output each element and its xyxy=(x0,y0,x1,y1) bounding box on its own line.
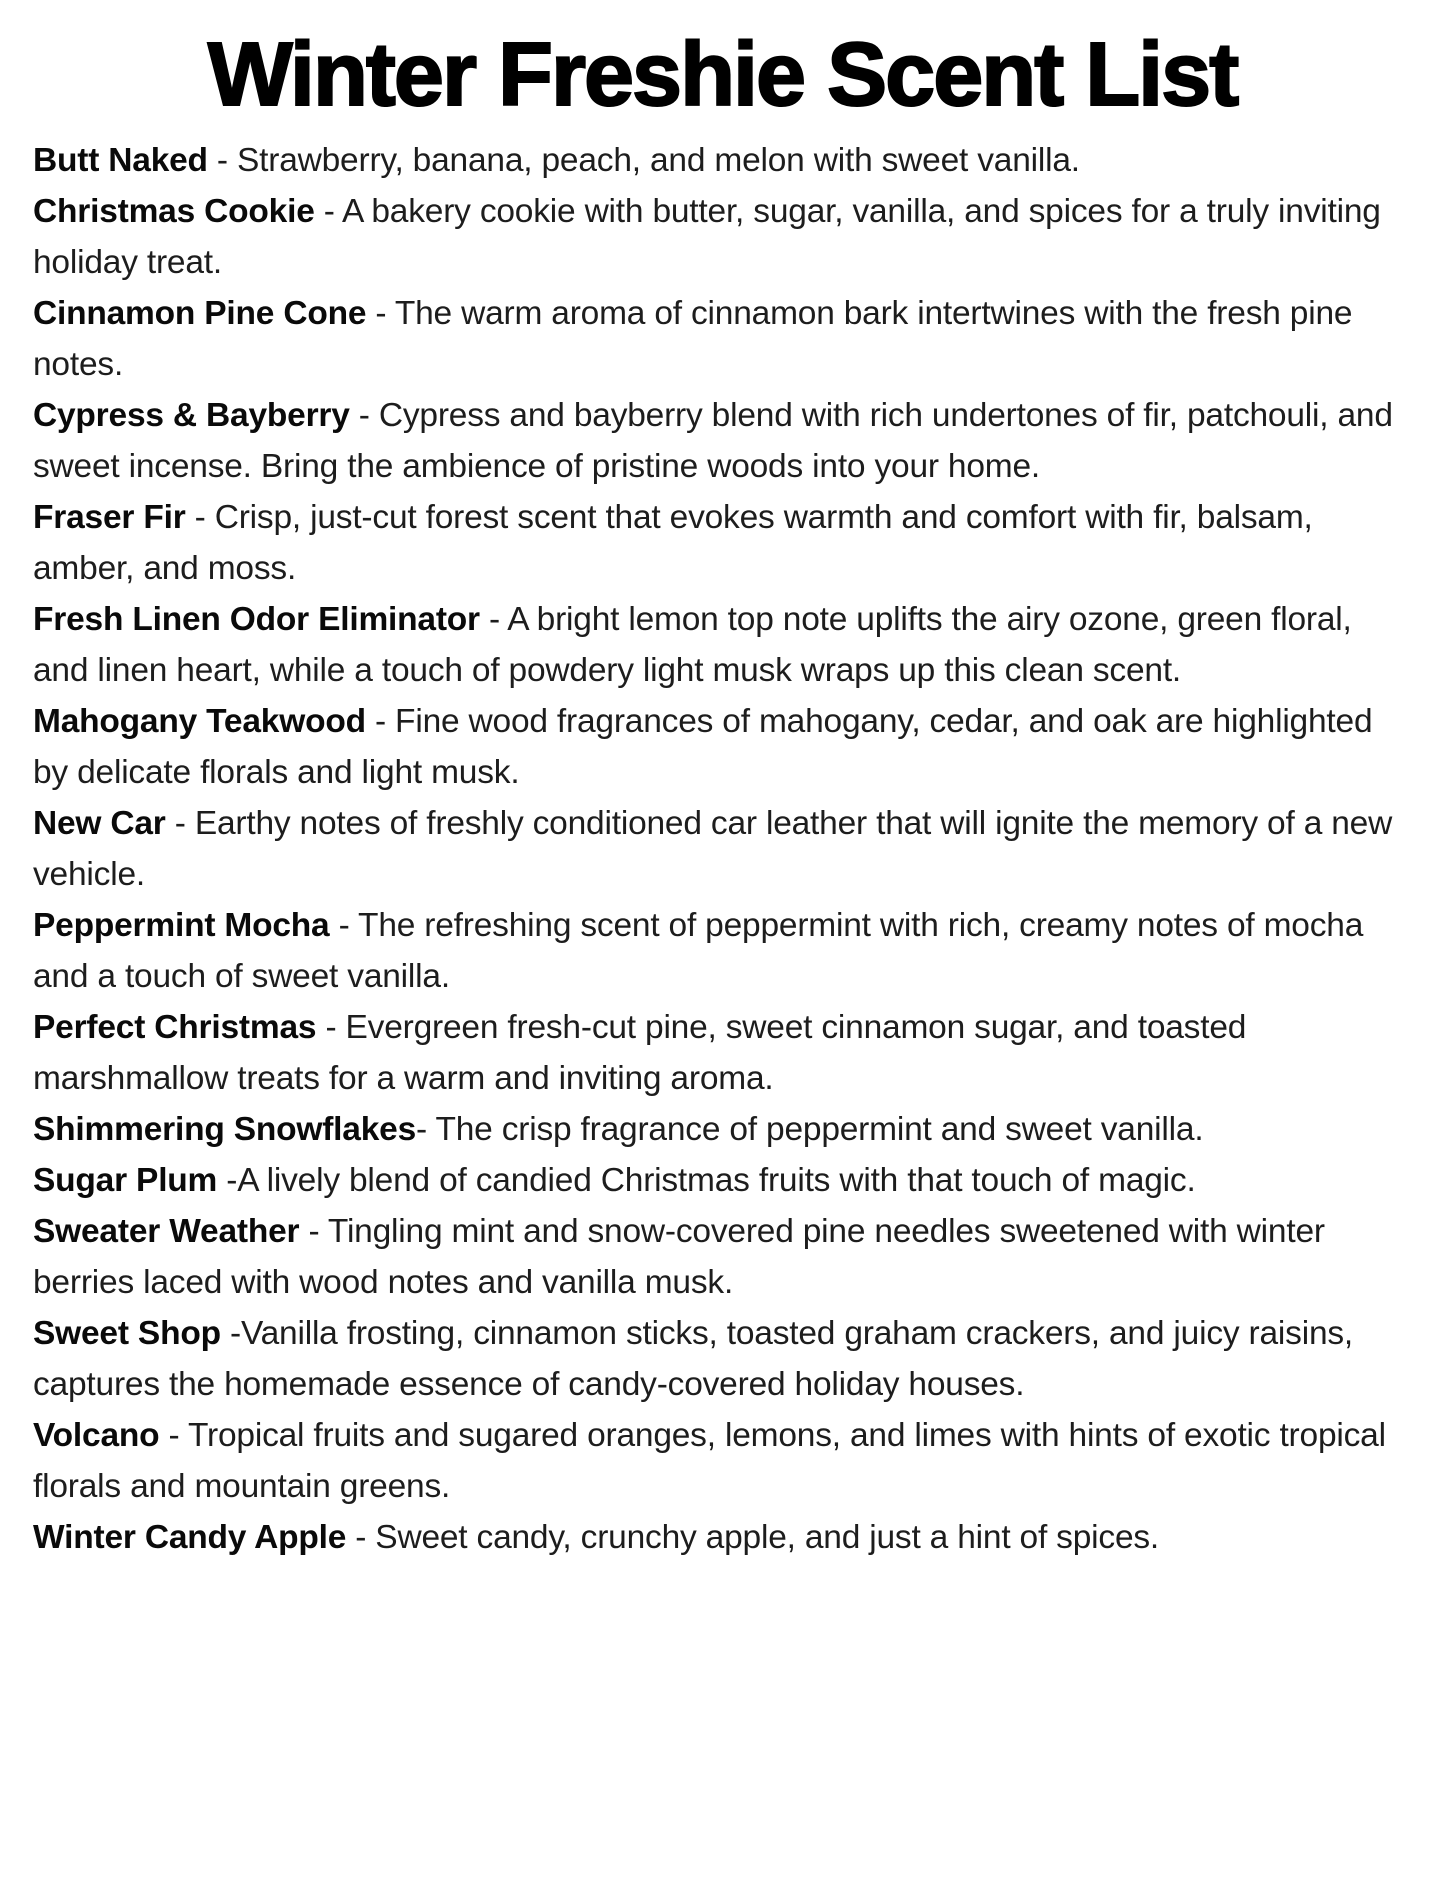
scent-description: - Sweet candy, crunchy apple, and just a hint of spices. xyxy=(346,1519,1160,1556)
scent-name: Sugar Plum xyxy=(33,1162,218,1199)
scent-description: -Vanilla frosting, cinnamon sticks, toasted graham crackers, and juicy raisins, captures the homemade essence of candy-covered holiday houses. xyxy=(33,1315,1354,1403)
scent-name: Perfect Christmas xyxy=(33,1009,317,1046)
scent-description: - Fine wood fragrances of mahogany, cedar, and oak are highlighted by delicate florals and light musk. xyxy=(33,703,1373,791)
scent-entry-sugar-plum xyxy=(33,1155,1415,1206)
scent-name: New Car xyxy=(33,805,166,842)
scent-name: Sweater Weather xyxy=(33,1213,300,1250)
scent-entry-volcano xyxy=(33,1410,1415,1512)
scent-entry-fraser-fir xyxy=(33,492,1415,594)
scent-name: Sweet Shop xyxy=(33,1315,221,1352)
scent-name: Cypress & Bayberry xyxy=(33,397,350,434)
scent-name: Winter Candy Apple xyxy=(33,1519,347,1556)
scent-description: - A bright lemon top note uplifts the airy ozone, green floral, and linen heart, while a touch of powdery light musk wraps up this clean scent. xyxy=(33,601,1352,689)
scent-description: - Strawberry, banana, peach, and melon with sweet vanilla. xyxy=(207,142,1080,179)
scent-entry-new-car xyxy=(33,798,1415,900)
scent-name: Shimmering Snowflakes xyxy=(33,1111,417,1148)
scent-entry-peppermint-mocha xyxy=(33,900,1415,1002)
scent-name: Fresh Linen Odor Eliminator xyxy=(33,601,480,638)
scent-list xyxy=(0,135,1445,1593)
scent-entry-mahogany-teakwood xyxy=(33,696,1415,798)
scent-description: - Evergreen fresh-cut pine, sweet cinnamon sugar, and toasted marshmallow treats for a warm and inviting aroma. xyxy=(33,1009,1247,1097)
scent-description: - Crisp, just-cut forest scent that evokes warmth and comfort with fir, balsam, amber, and moss. xyxy=(33,499,1313,587)
scent-name: Christmas Cookie xyxy=(33,193,315,230)
scent-entry-cypress-bayberry xyxy=(33,390,1415,492)
scent-name: Mahogany Teakwood xyxy=(33,703,366,740)
scent-name: Peppermint Mocha xyxy=(33,907,330,944)
scent-entry-perfect-christmas xyxy=(33,1002,1415,1104)
scent-name: Cinnamon Pine Cone xyxy=(33,295,367,332)
scent-description: - The crisp fragrance of peppermint and sweet vanilla. xyxy=(416,1111,1204,1148)
scent-entry-shimmering-snowflakes xyxy=(33,1104,1415,1155)
scent-entry-christmas-cookie xyxy=(33,186,1415,288)
scent-entry-sweater-weather xyxy=(33,1206,1415,1308)
scent-entry-cinnamon-pine-cone xyxy=(33,288,1415,390)
scent-description: - The warm aroma of cinnamon bark intertwines with the fresh pine notes. xyxy=(33,295,1353,383)
scent-entry-butt-naked xyxy=(33,135,1415,186)
scent-name: Volcano xyxy=(33,1417,160,1454)
scent-entry-sweet-shop xyxy=(33,1308,1415,1410)
scent-entry-winter-candy-apple xyxy=(33,1512,1415,1563)
scent-description: -A lively blend of candied Christmas fruits with that touch of magic. xyxy=(217,1162,1196,1199)
scent-entry-fresh-linen-odor-eliminator xyxy=(33,594,1415,696)
scent-name: Fraser Fir xyxy=(33,499,186,536)
scent-name: Butt Naked xyxy=(33,142,208,179)
scent-description: - The refreshing scent of peppermint with rich, creamy notes of mocha and a touch of sweet vanilla. xyxy=(33,907,1364,995)
scent-description: - Earthy notes of freshly conditioned car leather that will ignite the memory of a new vehicle. xyxy=(33,805,1393,893)
scent-description: - A bakery cookie with butter, sugar, vanilla, and spices for a truly inviting holiday treat. xyxy=(33,193,1381,281)
scent-description: - Cypress and bayberry blend with rich undertones of fir, patchouli, and sweet incense. Bring the ambience of pristine woods into your home. xyxy=(33,397,1393,485)
page-title: Winter Freshie Scent List xyxy=(207,25,1238,125)
scent-description: - Tingling mint and snow-covered pine needles sweetened with winter berries laced with wood notes and vanilla musk. xyxy=(33,1213,1325,1301)
scent-description: - Tropical fruits and sugared oranges, lemons, and limes with hints of exotic tropical florals and mountain greens. xyxy=(33,1417,1386,1505)
scent-list-page xyxy=(0,25,1445,1896)
